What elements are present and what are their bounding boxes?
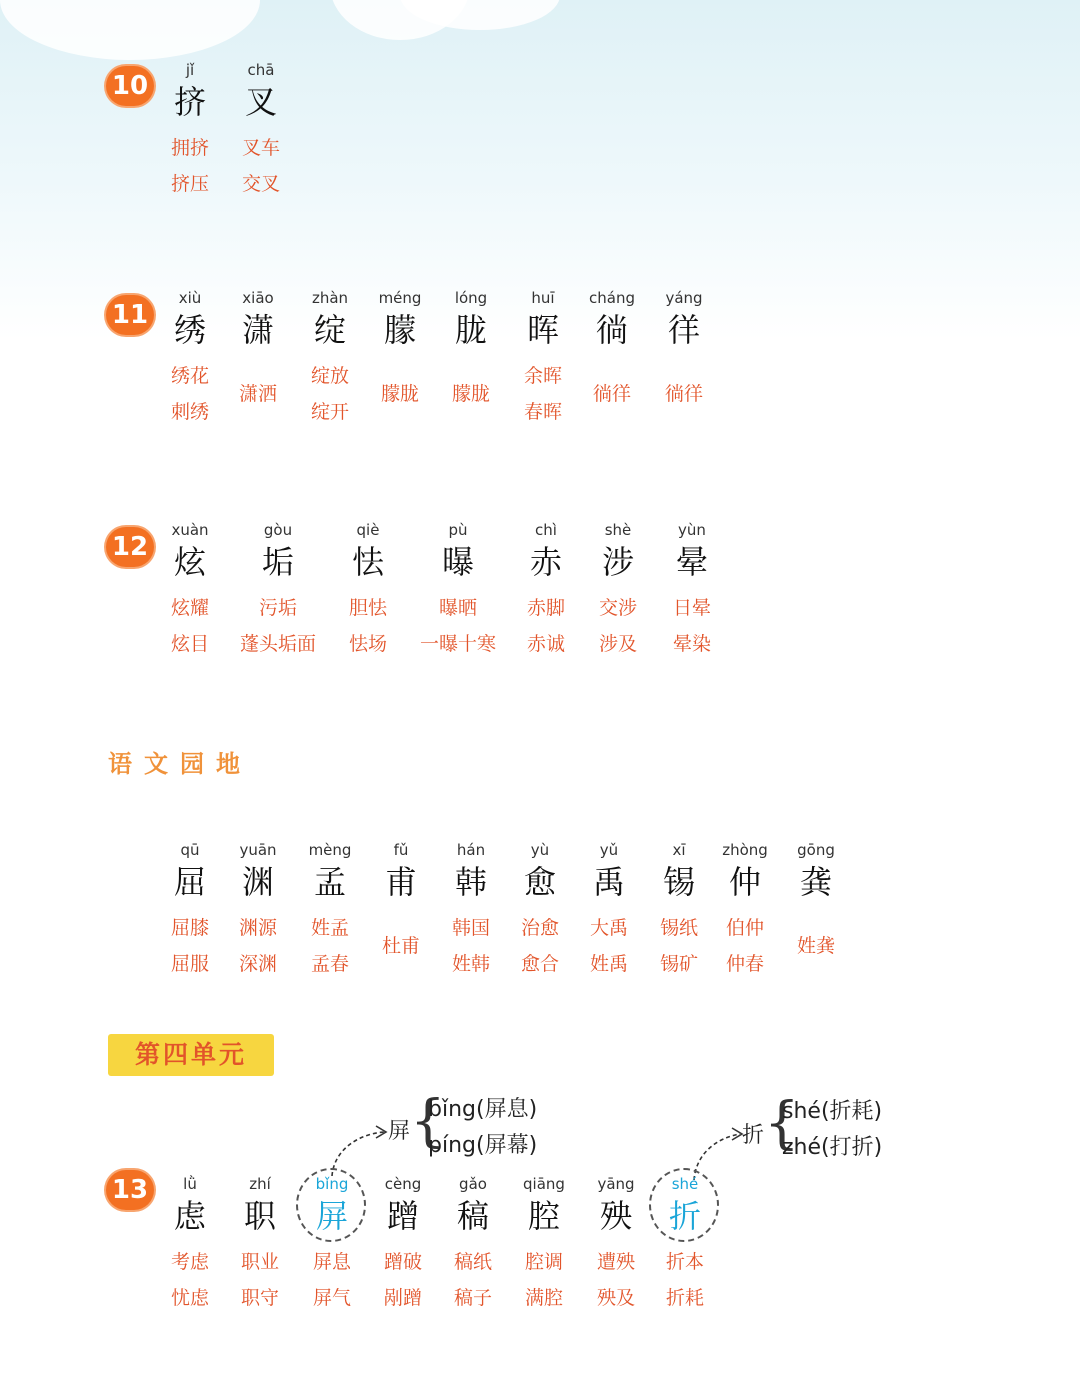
- cloud-decoration: [0, 0, 260, 60]
- pinyin: chā: [247, 61, 275, 79]
- character-entry: [761, 840, 871, 990]
- hanzi-character: 殃: [599, 1197, 632, 1235]
- example-word: 一曝十寒: [419, 633, 496, 655]
- example-word: 绽开: [310, 401, 349, 423]
- pinyin: lǜ: [183, 1175, 197, 1193]
- pinyin: qiè: [356, 521, 380, 539]
- hanzi-character: 腔: [527, 1197, 560, 1235]
- pinyin: mèng: [308, 841, 352, 859]
- example-word: 满腔: [524, 1287, 563, 1309]
- brace-icon: {: [410, 1089, 446, 1154]
- example-word: 屏气: [312, 1287, 351, 1309]
- example-word: 深渊: [238, 953, 277, 975]
- example-word: 刺绣: [170, 401, 209, 423]
- example-word: 徜徉: [664, 383, 703, 405]
- word-list: [206, 130, 316, 210]
- example-word: 稿子: [453, 1287, 492, 1309]
- pinyin: xuàn: [171, 521, 209, 539]
- example-word: 姓韩: [451, 953, 490, 975]
- pinyin: fǔ: [393, 841, 409, 859]
- example-word: 杜甫: [381, 935, 420, 957]
- example-word: 折本: [665, 1251, 704, 1273]
- hanzi-character: 挤: [173, 83, 206, 121]
- example-word: 胆怯: [348, 597, 387, 619]
- polyphone-callout-she: [742, 1090, 942, 1160]
- example-word: 仲春: [725, 953, 764, 975]
- pinyin: yāng: [597, 1175, 635, 1193]
- example-word: 屈膝: [170, 917, 209, 939]
- pinyin: yuān: [239, 841, 277, 859]
- word-list: [630, 1244, 740, 1324]
- hanzi-character: 韩: [454, 863, 487, 901]
- example-word: 愈合: [520, 953, 559, 975]
- example-word: 姓禹: [589, 953, 628, 975]
- example-word: 蓬头垢面: [239, 633, 316, 655]
- polyphone-reading: shé(折耗): [782, 1099, 883, 1124]
- pinyin: cèng: [384, 1175, 422, 1193]
- example-word: 污垢: [258, 597, 297, 619]
- pinyin: bǐng: [315, 1175, 349, 1193]
- example-word: 曝晒: [438, 597, 477, 619]
- pinyin: jǐ: [185, 61, 195, 79]
- example-word: 徜徉: [592, 383, 631, 405]
- hanzi-character: 屏: [315, 1197, 348, 1235]
- pinyin: pù: [448, 521, 468, 539]
- example-word: 姓龚: [796, 935, 835, 957]
- hanzi-character: 潇: [241, 311, 274, 349]
- section-title-yuwen-yuandi: 语文园地: [108, 749, 252, 778]
- hanzi-character: 职: [243, 1197, 276, 1235]
- example-word: 考虑: [170, 1251, 209, 1273]
- hanzi-character: 渊: [241, 863, 274, 901]
- pinyin: xī: [672, 841, 686, 859]
- pinyin: yǔ: [599, 841, 619, 859]
- hanzi-character: 晖: [526, 311, 559, 349]
- character-entry: [629, 288, 739, 438]
- pinyin: zhí: [249, 1175, 271, 1193]
- hanzi-character: 孟: [313, 863, 346, 901]
- hanzi-character: 屈: [173, 863, 206, 901]
- example-word: 腔调: [524, 1251, 563, 1273]
- character-entry: [206, 60, 316, 210]
- hanzi-character: 龚: [799, 863, 832, 901]
- example-word: 朦胧: [451, 383, 490, 405]
- example-word: 涉及: [598, 633, 637, 655]
- pinyin: yùn: [678, 521, 706, 539]
- hanzi-character: 稿: [456, 1197, 489, 1235]
- hanzi-character: 仲: [728, 863, 761, 901]
- example-word: 遭殃: [596, 1251, 635, 1273]
- example-word: 叉车: [241, 137, 280, 159]
- hanzi-character: 叉: [244, 83, 277, 121]
- character-entry: [630, 1174, 740, 1324]
- hanzi-character: 愈: [523, 863, 556, 901]
- example-word: 殃及: [596, 1287, 635, 1309]
- example-word: 剐蹭: [383, 1287, 422, 1309]
- pinyin: cháng: [589, 289, 635, 307]
- example-word: 日晕: [672, 597, 711, 619]
- pinyin: huī: [531, 289, 555, 307]
- hanzi-character: 赤: [529, 543, 562, 581]
- pinyin: yáng: [665, 289, 703, 307]
- pinyin: méng: [378, 289, 422, 307]
- example-word: 绣花: [170, 365, 209, 387]
- hanzi-character: 胧: [454, 311, 487, 349]
- example-word: 怯场: [348, 633, 387, 655]
- example-word: 锡矿: [659, 953, 698, 975]
- pinyin: yù: [530, 841, 550, 859]
- hanzi-character: 虑: [173, 1197, 206, 1235]
- example-word: 大禹: [589, 917, 628, 939]
- hanzi-character: 垢: [261, 543, 294, 581]
- example-word: 姓孟: [310, 917, 349, 939]
- pinyin: gǎo: [459, 1175, 487, 1193]
- polyphone-reading: píng(屏幕): [428, 1133, 538, 1158]
- example-word: 屈服: [170, 953, 209, 975]
- example-word: 挤压: [170, 173, 209, 195]
- example-word: 交叉: [241, 173, 280, 195]
- hanzi-character: 折: [668, 1197, 701, 1235]
- unit-banner: 第四单元: [108, 1034, 274, 1076]
- lesson-number-badge: 10: [106, 66, 154, 106]
- lesson-number-badge: 12: [106, 527, 154, 567]
- example-word: 绽放: [310, 365, 349, 387]
- pinyin: hán: [456, 841, 486, 859]
- example-word: 孟春: [310, 953, 349, 975]
- example-word: 忧虑: [170, 1287, 209, 1309]
- example-word: 治愈: [520, 917, 559, 939]
- pinyin: xiāo: [242, 289, 274, 307]
- pinyin: gòu: [263, 521, 293, 539]
- pinyin: qiāng: [523, 1175, 565, 1193]
- polyphone-char: 屏: [388, 1119, 411, 1144]
- hanzi-character: 怯: [351, 543, 384, 581]
- hanzi-character: 朦: [383, 311, 416, 349]
- example-word: 锡纸: [659, 917, 698, 939]
- example-word: 潇洒: [238, 383, 277, 405]
- pinyin: xiù: [178, 289, 202, 307]
- hanzi-character: 禹: [592, 863, 625, 901]
- example-word: 炫目: [170, 633, 209, 655]
- example-word: 余晖: [523, 365, 562, 387]
- word-list: [637, 590, 747, 670]
- example-word: 赤脚: [526, 597, 565, 619]
- example-word: 稿纸: [453, 1251, 492, 1273]
- example-word: 伯仲: [725, 917, 764, 939]
- hanzi-character: 涉: [601, 543, 634, 581]
- polyphone-reading: bǐng(屏息): [428, 1097, 538, 1122]
- hanzi-character: 甫: [384, 863, 417, 901]
- example-word: 职守: [240, 1287, 279, 1309]
- polyphone-char: 折: [742, 1123, 765, 1148]
- hanzi-character: 锡: [662, 863, 695, 901]
- polyphone-callout-ping: [388, 1090, 588, 1160]
- brace-icon: {: [764, 1091, 800, 1156]
- example-word: 渊源: [238, 917, 277, 939]
- example-word: 韩国: [451, 917, 490, 939]
- example-word: 炫耀: [170, 597, 209, 619]
- hanzi-character: 绣: [173, 311, 206, 349]
- hanzi-character: 炫: [173, 543, 206, 581]
- pinyin: lóng: [454, 289, 488, 307]
- example-word: 交涉: [598, 597, 637, 619]
- word-list: [761, 910, 871, 990]
- pinyin: zhàn: [311, 289, 349, 307]
- example-word: 赤诚: [526, 633, 565, 655]
- word-list: [629, 358, 739, 438]
- lesson-number-badge: 13: [106, 1170, 154, 1210]
- pinyin: shé: [671, 1175, 699, 1193]
- lesson-number-badge: 11: [106, 295, 154, 335]
- example-word: 晕染: [672, 633, 711, 655]
- hanzi-character: 晕: [675, 543, 708, 581]
- pinyin: gōng: [797, 841, 835, 859]
- pinyin: qū: [180, 841, 200, 859]
- dashed-circle-highlight: [649, 1168, 719, 1242]
- hanzi-character: 绽: [313, 311, 346, 349]
- example-word: 屏息: [312, 1251, 351, 1273]
- hanzi-character: 蹭: [386, 1197, 419, 1235]
- example-word: 折耗: [665, 1287, 704, 1309]
- hanzi-character: 曝: [441, 543, 474, 581]
- example-word: 职业: [240, 1251, 279, 1273]
- example-word: 拥挤: [170, 137, 209, 159]
- pinyin: zhòng: [722, 841, 768, 859]
- polyphone-reading: zhé(打折): [782, 1135, 883, 1160]
- hanzi-character: 徜: [595, 311, 628, 349]
- example-word: 朦胧: [380, 383, 419, 405]
- pinyin: chì: [535, 521, 557, 539]
- example-word: 春晖: [523, 401, 562, 423]
- character-entry: [637, 520, 747, 670]
- example-word: 蹭破: [383, 1251, 422, 1273]
- pinyin: shè: [604, 521, 632, 539]
- hanzi-character: 徉: [667, 311, 700, 349]
